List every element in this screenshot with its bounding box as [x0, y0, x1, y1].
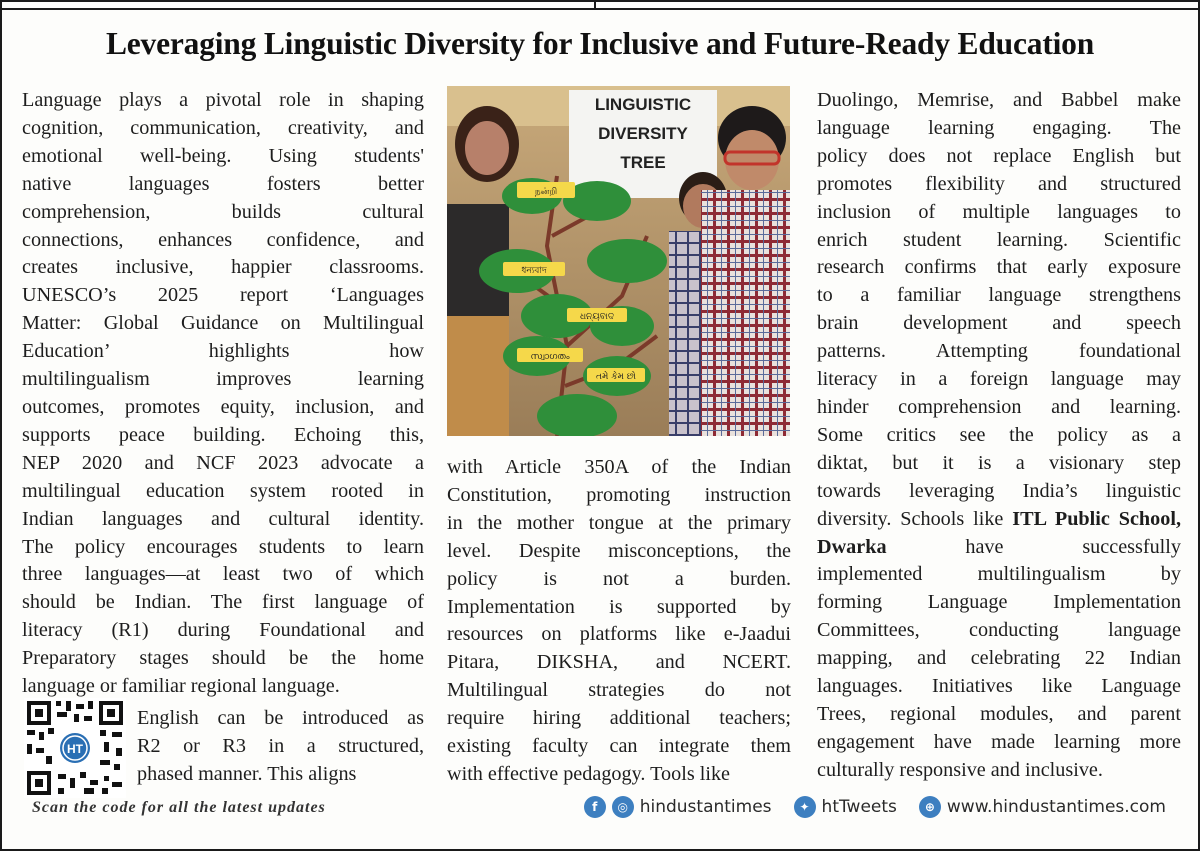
- social-footer: [584, 796, 1166, 818]
- col3-line: hinder comprehension and learning.: [817, 395, 1181, 418]
- board-line3: TREE: [620, 153, 666, 172]
- column-3: [817, 87, 1181, 785]
- col1-line: The policy encourages students to learn: [22, 535, 424, 558]
- headline: Leveraging Linguistic Diversity for Inclusive and Future-Ready Education: [105, 26, 1095, 61]
- col3-line: Duolingo, Memrise, and Babbel make: [817, 89, 1181, 111]
- col1-line: connections, enhances confidence, and: [22, 228, 424, 251]
- top-divider: [594, 0, 596, 8]
- qr-code[interactable]: [24, 698, 126, 798]
- leaf-word: ଧନ୍ୟବାଦ: [579, 312, 615, 322]
- col1-line: emotional well-being. Using students': [22, 144, 424, 167]
- top-rule: [2, 8, 1198, 10]
- col2-line: Implementation is supported by: [447, 595, 791, 618]
- col1-line: Indian languages and cultural identity.: [22, 507, 424, 530]
- column-2: [447, 454, 791, 789]
- col3-line: towards leveraging India’s linguistic: [817, 479, 1181, 502]
- qr-code-icon: [24, 698, 126, 798]
- col3-line: literacy in a foreign language may: [817, 368, 1181, 391]
- col1-line: multilingual education system rooted in: [22, 479, 424, 502]
- col1-line: UNESCO’s 2025 report ‘Languages: [22, 284, 424, 307]
- col3-line: research confirms that early exposure: [817, 256, 1181, 279]
- col3-line: brain development and speech: [817, 312, 1181, 335]
- col3-line: culturally responsive and inclusive.: [817, 758, 1103, 781]
- col1-line: Education’ highlights how: [22, 340, 424, 363]
- col2-line: resources on platforms like e-Jaadui: [447, 623, 791, 646]
- col1-line: multilingualism improves learning: [22, 368, 424, 391]
- globe-icon[interactable]: ⊕: [919, 796, 941, 818]
- twitter-icon[interactable]: ✦: [794, 796, 816, 818]
- col1-line: creates inclusive, happier classrooms.: [22, 256, 424, 279]
- col1-line: NEP 2020 and NCF 2023 advocate a: [22, 451, 424, 474]
- column-1: [22, 87, 424, 701]
- col3-line-lead: diversity. Schools like: [817, 507, 1004, 530]
- col1-line: language or familiar regional language.: [22, 675, 340, 698]
- website-link[interactable]: www.hindustantimes.com: [946, 797, 1166, 817]
- col1-line: should be Indian. The first language of: [22, 591, 424, 614]
- col3-line: Committees, conducting language: [817, 619, 1181, 642]
- handle-httweets[interactable]: htTweets: [821, 797, 897, 817]
- col2-line: in the mother tongue at the primary: [447, 511, 791, 534]
- col3-line: languages. Initiatives like Language: [817, 675, 1181, 698]
- leaf-word: ধন্যবাদ: [521, 266, 547, 276]
- col2-line: existing faculty can integrate them: [447, 735, 791, 758]
- col1-line: Language plays a pivotal role in shaping: [22, 89, 424, 111]
- col3-line: engagement have made learning more: [817, 730, 1181, 753]
- col3-line: implemented multilingualism by: [817, 563, 1181, 586]
- instagram-icon[interactable]: ◎: [612, 796, 634, 818]
- col3-line: enrich student learning. Scientific: [817, 228, 1181, 251]
- col2-line: with Article 350A of the Indian: [447, 456, 791, 478]
- col3-line: mapping, and celebrating 22 Indian: [817, 647, 1181, 670]
- leaf-word: நன்றி: [534, 187, 558, 197]
- col1-line: cognition, communication, creativity, and: [22, 116, 424, 139]
- col3-line-with-bold: [817, 506, 1181, 562]
- col2-line: policy is not a burden.: [447, 567, 791, 590]
- scan-caption: Scan the code for all the latest updates: [32, 799, 326, 816]
- col2-line: level. Despite misconceptions, the: [447, 539, 791, 562]
- col1-line: outcomes, promotes equity, inclusion, and: [22, 395, 424, 418]
- wrap-line: English can be introduced as: [137, 707, 424, 729]
- facebook-icon[interactable]: f: [584, 796, 606, 818]
- col3-line: Some critics see the policy as a: [817, 423, 1181, 446]
- col3-line: patterns. Attempting foundational: [817, 340, 1181, 363]
- handle-hindustantimes[interactable]: hindustantimes: [639, 797, 772, 817]
- leaf-word: તમે કેમ છો: [596, 372, 636, 382]
- board-line1: LINGUISTIC: [594, 95, 692, 114]
- board-line2: DIVERSITY: [598, 124, 688, 143]
- qr-wrap-text: [137, 705, 424, 789]
- col1-line: literacy (R1) during Foundational and: [22, 619, 424, 642]
- col2-line: Constitution, promoting instruction: [447, 483, 791, 506]
- col1-line: comprehension, builds cultural: [22, 200, 424, 223]
- col1-line: native languages fosters better: [22, 172, 424, 195]
- col2-line: Multilingual strategies do not: [447, 679, 791, 702]
- col1-line: supports peace building. Echoing this,: [22, 423, 424, 446]
- col1-line: Matter: Global Guidance on Multilingual: [22, 312, 424, 335]
- article-photo: [447, 86, 790, 436]
- col1-line: three languages—at least two of which: [22, 563, 424, 586]
- col3-after-bold: have successfully: [886, 535, 1181, 558]
- col2-line: require hiring additional teachers;: [447, 707, 791, 730]
- col3-line: policy does not replace English but: [817, 144, 1181, 167]
- qr-logo: HT: [67, 742, 83, 756]
- col2-line: Pitara, DIKSHA, and NCERT.: [447, 651, 791, 674]
- school-name-bold: ITL Public School, Dwarka: [817, 507, 1181, 558]
- wrap-line: R2 or R3 in a structured,: [137, 734, 424, 757]
- col1-line: Preparatory stages should be the home: [22, 647, 424, 670]
- col2-line: with effective pedagogy. Tools like: [447, 762, 731, 785]
- col3-line: Trees, regional modules, and parent: [817, 702, 1181, 725]
- col3-line: diktat, but it is a visionary step: [817, 451, 1181, 474]
- linguistic-diversity-tree-photo: [447, 86, 790, 436]
- col3-line: promotes flexibility and structured: [817, 172, 1181, 195]
- col3-line: forming Language Implementation: [817, 591, 1181, 614]
- leaf-word: സ്വാഗതം: [530, 352, 570, 362]
- wrap-line: phased manner. This aligns: [137, 762, 357, 785]
- col3-line: inclusion of multiple languages to: [817, 200, 1181, 223]
- col3-line: to a familiar language strengthens: [817, 284, 1181, 307]
- col3-line: language learning engaging. The: [817, 116, 1181, 139]
